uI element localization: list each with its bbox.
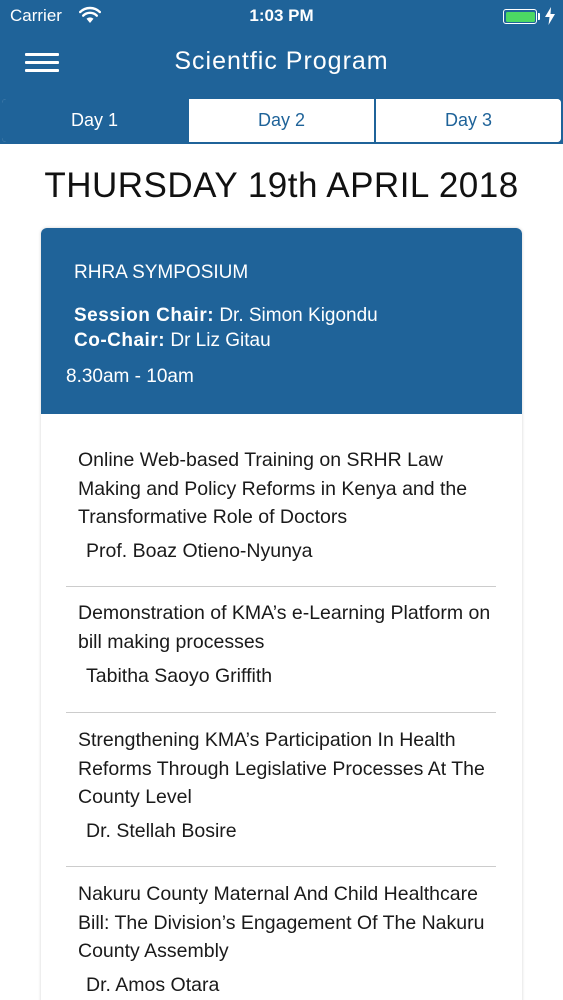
tab-day-2[interactable]: Day 2 (187, 99, 374, 142)
talk-title: Nakuru County Maternal And Child Healthcare Bill: The Division’s Engagement Of The Nakuru County Assembly (78, 883, 485, 962)
carrier-label: Carrier (10, 6, 62, 25)
session-header[interactable] (41, 228, 522, 414)
talk-item[interactable] (66, 867, 496, 1000)
charging-bolt-icon (545, 7, 555, 25)
session-cochair-name: Dr Liz Gitau (170, 330, 271, 351)
talk-speaker: Dr. Amos Otara (86, 974, 220, 996)
battery-icon (503, 9, 537, 24)
tab-day-3[interactable]: Day 3 (374, 99, 561, 142)
session-cochair-label: Co-Chair: (74, 330, 166, 351)
talk-title: Online Web-based Training on SRHR Law Making and Policy Reforms in Kenya and the Transformative Role of Doctors (78, 449, 468, 528)
battery-cap (538, 13, 540, 20)
talk-item[interactable] (66, 414, 496, 587)
tab-day-1[interactable]: Day 1 (2, 99, 187, 142)
battery-level (506, 12, 535, 22)
session-time: 8.30am - 10am (66, 366, 194, 387)
talk-title: Demonstration of KMA’s e-Learning Platform on bill making processes (78, 602, 491, 653)
talk-item[interactable] (66, 713, 496, 867)
session-title: RHRA SYMPOSIUM (74, 262, 249, 283)
session-cochair (74, 330, 271, 352)
date-heading: THURSDAY 19th APRIL 2018 (44, 166, 519, 205)
session-chair-name: Dr. Simon Kigondu (219, 305, 378, 326)
session-chair (74, 305, 378, 327)
talk-title: Strengthening KMA’s Participation In Health Reforms Through Legislative Processes At The County Level (78, 729, 485, 808)
page-title: Scientfic Program (174, 47, 389, 75)
talk-speaker: Tabitha Saoyo Griffith (86, 665, 273, 687)
talk-speaker: Prof. Boaz Otieno-Nyunya (86, 540, 313, 562)
session-card (41, 228, 522, 1000)
day-tabs (0, 97, 563, 144)
session-chair-label: Session Chair: (74, 305, 215, 326)
talk-item[interactable] (66, 587, 496, 713)
talk-speaker: Dr. Stellah Bosire (86, 820, 237, 842)
clock: 1:03 PM (249, 6, 314, 25)
status-bar (0, 0, 563, 32)
